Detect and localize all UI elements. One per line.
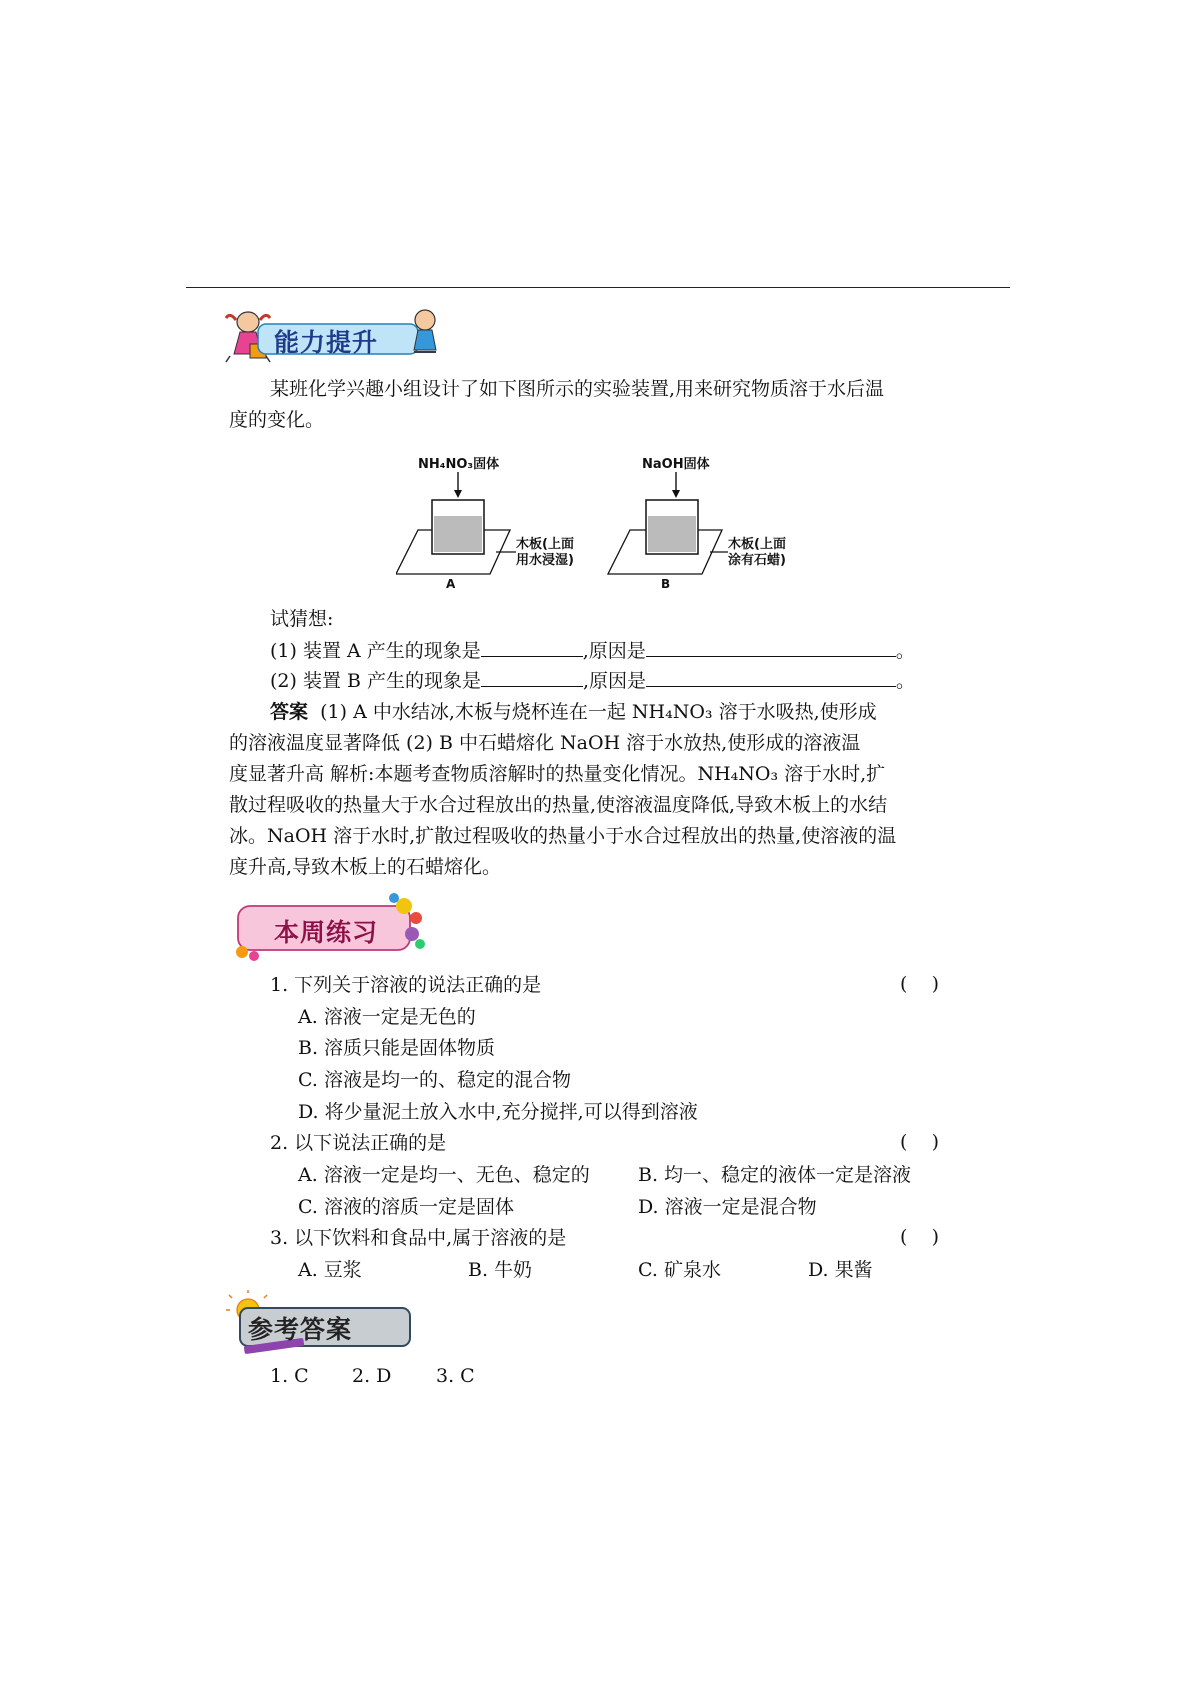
question-3-stem: 3. 以下饮料和食品中,属于溶液的是 (270, 1227, 567, 1249)
figure-b-solution (648, 516, 696, 552)
question-2-stem: 2. 以下说法正确的是 (270, 1132, 447, 1154)
answer-text-1: (1) A 中水结冰,木板与烧杯连在一起 NH₄NO₃ 溶于水吸热,使形成 (320, 701, 877, 723)
answer-key-1: 1. C (270, 1365, 309, 1387)
answer-line-2: 的溶液温度显著降低 (2) B 中石蜡熔化 NaOH 溶于水放热,使形成的溶液温 (229, 732, 861, 754)
guess-q1-text-b: ,原因是 (582, 640, 646, 662)
question-3-option-c: C. 矿泉水 (638, 1259, 721, 1281)
intro-line-1: 某班化学兴趣小组设计了如下图所示的实验装置,用来研究物质溶于水后温 (270, 378, 885, 400)
answer-line-5: 冰。NaOH 溶于水时,扩散过程吸收的热量小于水合过程放出的热量,使溶液的温 (229, 825, 897, 847)
guess-q1-end: 。 (895, 640, 915, 662)
guess-q2-end: 。 (896, 670, 916, 692)
experiment-figure (396, 452, 816, 592)
figure-a-letter: A (446, 577, 456, 591)
guess-q2-text-b: ,原因是 (583, 670, 647, 692)
header-rule (186, 287, 1010, 288)
answer-key-2: 2. D (352, 1365, 392, 1387)
question-1-option-c: C. 溶液是均一的、稳定的混合物 (298, 1069, 571, 1091)
intro-line-2: 度的变化。 (229, 409, 325, 431)
guess-q2-blank-reason[interactable] (646, 668, 896, 687)
question-3-option-b: B. 牛奶 (468, 1259, 533, 1281)
question-1-option-a: A. 溶液一定是无色的 (298, 1006, 476, 1028)
question-2-answer-bracket[interactable]: ( ) (900, 1131, 939, 1153)
question-1-option-b: B. 溶质只能是固体物质 (298, 1037, 496, 1059)
answer-line-6: 度升高,导致木板上的石蜡熔化。 (229, 856, 502, 878)
practice-banner-title: 本周练习 (274, 918, 379, 947)
guess-q2-blank-phenomenon[interactable] (481, 668, 583, 687)
question-2-option-a: A. 溶液一定是均一、无色、稳定的 (298, 1164, 590, 1186)
figure-a-solution (434, 516, 482, 552)
question-2-option-b: B. 均一、稳定的液体一定是溶液 (638, 1164, 912, 1186)
ability-banner-title: 能力提升 (274, 328, 379, 357)
practice-banner (228, 892, 428, 962)
ability-banner (222, 306, 444, 364)
guess-q1 (270, 638, 915, 663)
figure-b-arrowhead (672, 490, 680, 498)
guess-q1-text-a: (1) 装置 A 产生的现象是 (270, 640, 481, 662)
question-2-option-d: D. 溶液一定是混合物 (638, 1196, 817, 1218)
guess-title: 试猜想: (270, 608, 334, 630)
answer-line-1 (270, 700, 877, 724)
reference-banner (226, 1290, 416, 1354)
guess-q2-text-a: (2) 装置 B 产生的现象是 (270, 670, 481, 692)
question-1-stem: 1. 下列关于溶液的说法正确的是 (270, 974, 542, 996)
figure-a-side-label-1: 木板(上面 (516, 537, 574, 552)
figure-b-side-label-2: 涂有石蜡) (728, 553, 786, 568)
figure-a-top-label: NH₄NO₃固体 (418, 457, 500, 472)
question-3-option-a: A. 豆浆 (298, 1259, 362, 1281)
answer-label: 答案 (270, 701, 309, 723)
guess-q2 (270, 668, 915, 693)
figure-b-top-label: NaOH固体 (642, 457, 710, 472)
question-1-option-d: D. 将少量泥土放入水中,充分搅拌,可以得到溶液 (298, 1101, 698, 1123)
question-2-option-c: C. 溶液的溶质一定是固体 (298, 1196, 514, 1218)
guess-q1-blank-phenomenon[interactable] (481, 638, 583, 657)
figure-b-letter: B (661, 577, 671, 591)
question-3-option-d: D. 果酱 (808, 1259, 873, 1281)
question-3-answer-bracket[interactable]: ( ) (900, 1226, 939, 1248)
figure-a-side-label-2: 用水浸湿) (516, 553, 574, 568)
figure-a-arrowhead (454, 490, 462, 498)
answer-line-3: 度显著升高 解析:本题考查物质溶解时的热量变化情况。NH₄NO₃ 溶于水时,扩 (229, 763, 886, 785)
question-1-answer-bracket[interactable]: ( ) (900, 973, 939, 995)
answer-line-4: 散过程吸收的热量大于水合过程放出的热量,使溶液温度降低,导致木板上的水结 (229, 794, 888, 816)
figure-b-side-label-1: 木板(上面 (728, 537, 786, 552)
reference-banner-title: 参考答案 (248, 1315, 353, 1344)
guess-q1-blank-reason[interactable] (646, 638, 896, 657)
answer-key-3: 3. C (436, 1365, 475, 1387)
